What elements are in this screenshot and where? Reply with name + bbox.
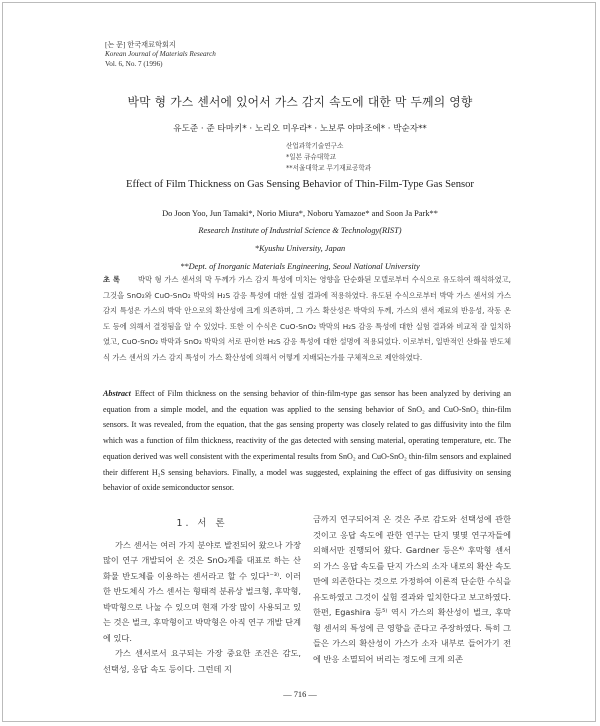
abstract-en-label: Abstract bbox=[103, 389, 131, 398]
authors-en: Do Joon Yoo, Jun Tamaki*, Norio Miura*, Noboru Yamazoe* and Soon Ja Park** bbox=[162, 209, 438, 218]
journal-name-ko: [논 문] 한국재료학회지 bbox=[105, 41, 176, 49]
affiliation-ko: 산업과학기술연구소 bbox=[286, 142, 344, 150]
paragraph: 가스 센서로서 요구되는 가장 중요한 조건은 감도, 선택성, 응답 속도 등이다. 그런데 지 bbox=[103, 648, 301, 674]
paper-title-ko: 박막 형 가스 센서에 있어서 가스 감지 속도에 대한 막 두께의 영향 bbox=[127, 95, 473, 109]
abstract-ko bbox=[103, 272, 511, 366]
authors-ko: 유도준 · 준 타마키* · 노리오 미우라* · 노보루 야마조에* · 박순자** bbox=[173, 124, 427, 134]
abstract-en-text: Effect of Film thickness on the sensing behavior of thin-film-type gas sensor has been analyzed by deriving an equation from a simple model, and the equation was applied to the sensing behavior of SnO₂ and CuO-SnO₂ thin-film sensors. It was revealed, from the equation, that the gas sensing property was closely related to gas diffusivity into the film which was a function of film thickness, reactivity of the gas detected with sensing material, operating temperature, etc. The equation derived was well consistent with the experimental results from SnO₂ and CuO-SnO₂ thin-film sensors and explained their different H₂S sensing behaviors. Finally, a model was suggested, explaining the effect of gas diffusivity on sensing behavior of oxide semiconductor sensor. bbox=[103, 389, 511, 493]
journal-header bbox=[105, 41, 216, 69]
section-heading: 1. 서 론 bbox=[176, 518, 228, 529]
affiliation-ko: **서울대학교 무기재료공학과 bbox=[286, 164, 372, 173]
body-column-right bbox=[313, 512, 511, 667]
affiliation-en: *Kyushu University, Japan bbox=[254, 244, 346, 253]
paragraph: 금까지 연구되어져 온 것은 주로 감도와 선택성에 관한 것이고 응답 속도에 관한 연구는 단지 몇몇 연구자들에 의해서만 진행되어 왔다. Gardner 등은⁴⁾ 후막형 센서의 가스 응답 속도를 단지 가스의 소자 내로의 확산 속도만에 의존한다는 것으로 가정하여 이론적 단순한 수식을 유도하였고 그것이 실험 결과와 일치한다고 보고하였다. 한편, Egashira 등⁵⁾ 역시 가스의 확산성이 벌크, 후막형 센서의 특성에 큰 영향을 준다고 주장하였다. 특히 그들은 가스의 확산성이 가스가 소자 내부로 들어가기 전에 반응 소멸되어 버리는 정도에 크게 의존 bbox=[313, 514, 511, 664]
journal-volume: Vol. 6, No. 7 (1996) bbox=[105, 59, 163, 68]
affiliation-ko: *일본 큐슈대학교 bbox=[286, 153, 336, 162]
paragraph: 가스 센서는 여러 가지 분야로 발전되어 왔으나 가장 많이 연구 개발되어 온 것은 SnO₂계를 대표로 하는 산화물 반도체를 이용하는 센서라고 할 수 있다¹⁻³⁾. 이러한 반도체식 가스 센서는 형태적 분류상 벌크형, 후막형, 박막형으로 나눌 수 있으며 현재 가장 많이 사용되고 있는 것은 벌크, 후막형이고 박막형은 아직 연구 개발 단계에 있다. bbox=[103, 539, 301, 643]
abstract-ko-label: 초 록 bbox=[103, 275, 120, 284]
affiliation-en: Research Institute of Industrial Science & Technology(RIST) bbox=[198, 226, 402, 235]
affiliations-ko bbox=[286, 141, 371, 175]
affiliations-en bbox=[0, 222, 600, 276]
journal-name-en: Korean Journal of Materials Research bbox=[105, 50, 216, 59]
paper-title-en: Effect of Film Thickness on Gas Sensing Behavior of Thin-Film-Type Gas Sensor bbox=[126, 179, 474, 190]
abstract-ko-text: 박막 형 가스 센서의 막 두께가 가스 감지 특성에 미치는 영향을 단순화된 모델로부터 수식으로 유도하여 해석하였고, 그것을 SnO₂와 CuO-SnO₂ 박막의 H₂S 감응 특성에 대한 실험 결과에 적용하였다. 유도된 수식으로부터 박막 가스 센서의 가스 감지 특성은 가스의 박막 안으로의 확산성에 크게 의존하며, 그 가스 확산성은 박막의 두께, 가스의 센서 재료의 반응성, 작동 온도 등에 의해서 결정됨을 알 수 있었다. 또한 이 수식은 CuO-SnO₂ 박막의 H₂S 감응 특성에 대한 실험 결과와 비교적 잘 일치하였고, CuO-SnO₂ 박막과 SnO₂ 박막의 서로 판이한 H₂S 감응 특성에 대한 설명에 적용되었다. 이로부터, 일반적인 산화물 반도체식 가스 센서의 가스 감지 특성이 가스 확산성에 의해서 어떻게 지배되는가를 구체적으로 제안하였다. bbox=[103, 275, 511, 362]
affiliation-en: **Dept. of Inorganic Materials Engineering, Seoul National University bbox=[180, 262, 420, 271]
abstract-en bbox=[103, 386, 511, 496]
page-number: — 716 — bbox=[283, 690, 317, 699]
body-column-left bbox=[103, 512, 301, 677]
